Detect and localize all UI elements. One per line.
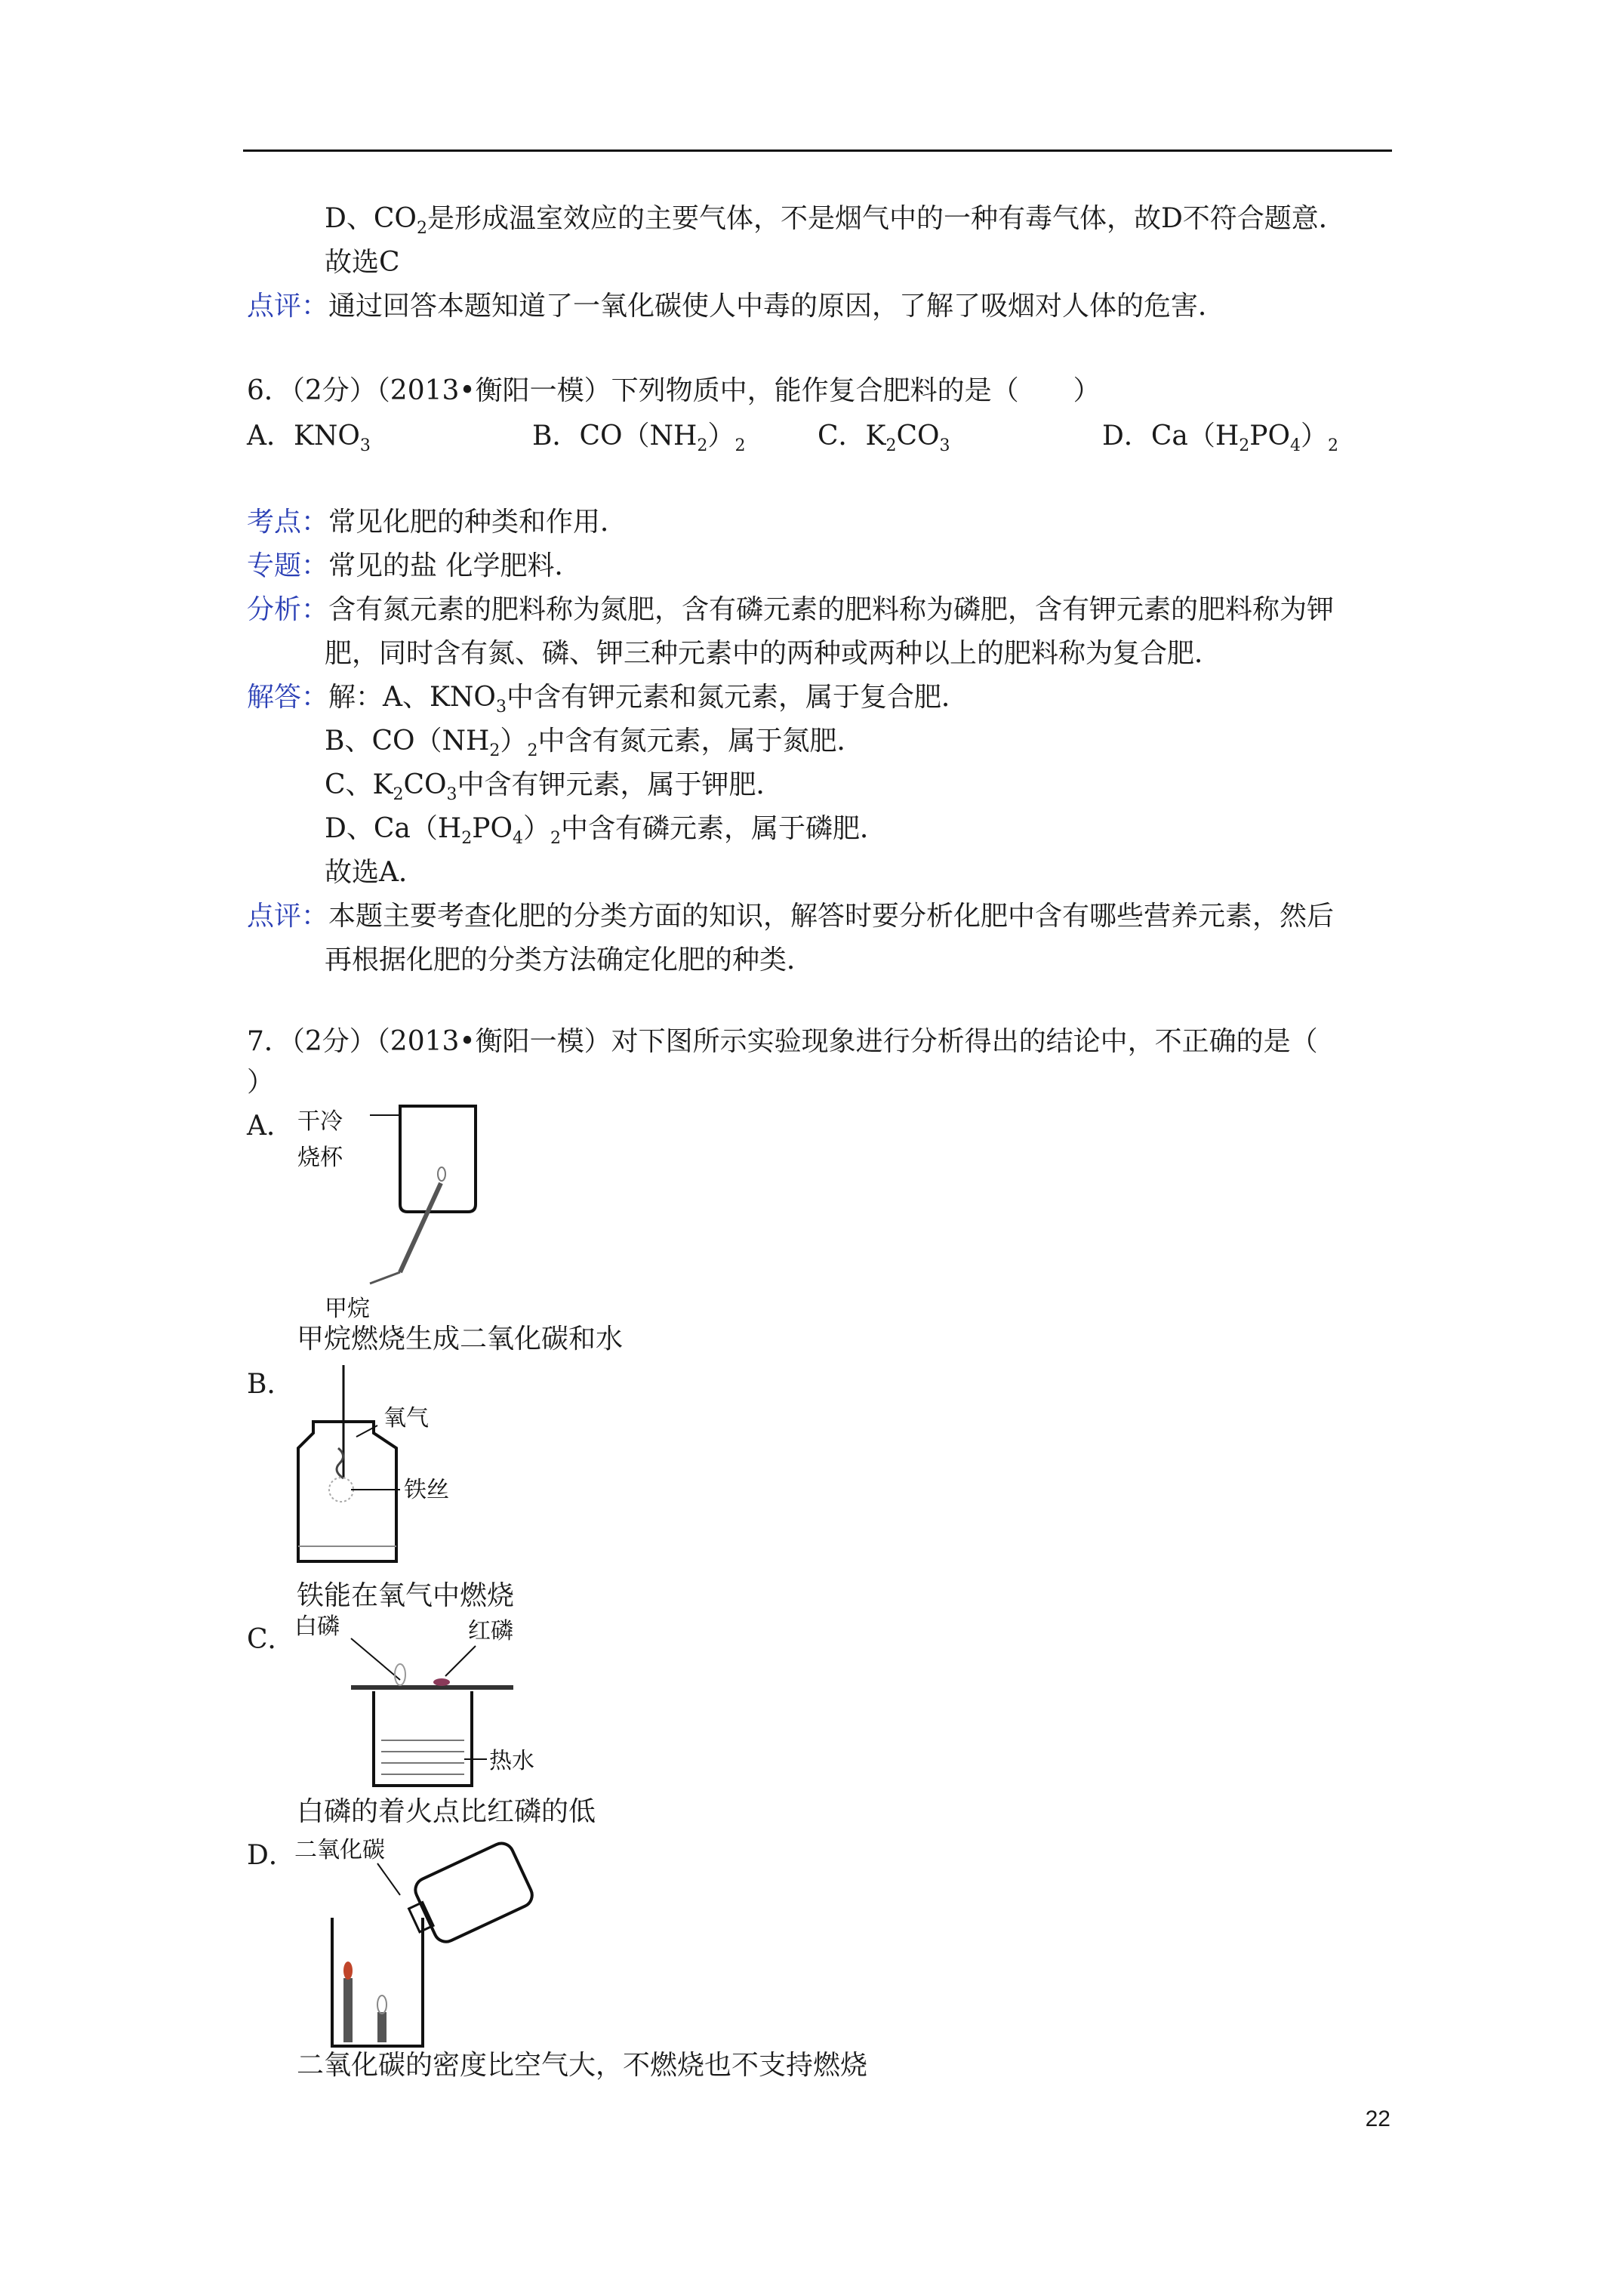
gas-bottle: [298, 1422, 396, 1561]
q6-review: 点评：本题主要考查化肥的分类方面的知识，解答时要分析化肥中含有哪些营养元素，然后: [247, 901, 1335, 932]
figure-b-iron-oxygen: [287, 1365, 513, 1569]
q6-zhuanti: 专题：常见的盐 化学肥料．: [247, 550, 582, 581]
q7-stem: 7．（2分）（2013•衡阳一模）对下图所示实验现象进行分析得出的结论中，不正确的是（: [247, 1026, 1318, 1057]
q6-kaodian: 考点：常见化肥的种类和作用．: [247, 507, 628, 538]
q6-fenxi-cont: 肥，同时含有氮、磷、钾三种元素中的两种或两种以上的肥料称为复合肥．: [325, 638, 1222, 669]
fig-a-label-2: 烧杯: [297, 1145, 343, 1171]
q7-option-b-letter: B．: [247, 1369, 294, 1400]
fig-c-label-3: 热水: [489, 1748, 534, 1774]
spark-icon: [329, 1478, 353, 1502]
q6-option-a: A．$KNO_3$: [247, 421, 371, 455]
q6-option-c: C．$K_2CO_3$: [818, 421, 950, 455]
copper-plate: [351, 1685, 513, 1690]
fig-b-label-2: 铁丝: [404, 1477, 449, 1503]
flame-icon: [395, 1664, 405, 1685]
figure-a-methane-beaker: [287, 1099, 513, 1325]
q5-review: 点评：通过回答本题知道了一氧化碳使人中毒的原因，了解了吸烟对人体的危害．: [247, 291, 1226, 322]
gas-jar-tilted: [400, 1839, 536, 1951]
q6-jieda-b: B、$CO(NH_2)_2$中含有氮元素，属于氮肥．: [325, 726, 864, 760]
fig-a-label-3: 甲烷: [325, 1296, 370, 1322]
figure-d-co2-candles: [287, 1827, 574, 2054]
q6-option-b: B．$CO(NH_2)_2$: [532, 421, 746, 455]
fig-a-label-1: 干冷: [297, 1108, 343, 1135]
q7-option-c-letter: C．: [247, 1624, 295, 1655]
q5-option-d-explanation: D、$CO_2$是形成温室效应的主要气体，不是烟气中的一种有毒气体，故D不符合题意．: [325, 203, 1346, 238]
q6-jieda: 解答：解：A、$KNO_3$中含有钾元素和氮元素，属于复合肥．: [247, 682, 969, 717]
q7-option-a-caption: 甲烷燃烧生成二氧化碳和水: [297, 1324, 624, 1354]
fig-d-label-1: 二氧化碳: [294, 1837, 385, 1863]
red-phosphorus: [433, 1678, 450, 1686]
fig-c-label-1: 白磷: [294, 1613, 340, 1640]
q5-answer: 故选C: [325, 247, 400, 278]
q7-option-a-letter: A．: [247, 1111, 294, 1142]
header-rule: [243, 149, 1392, 152]
review-label: 点评：: [247, 291, 329, 322]
q7-option-d-letter: D．: [247, 1840, 296, 1871]
q7-option-b-caption: 铁能在氧气中燃烧: [297, 1580, 515, 1611]
page-number: 22: [1365, 2106, 1390, 2131]
flame-icon: [343, 1962, 353, 1980]
fig-c-label-2: 红磷: [468, 1618, 513, 1644]
flame-icon: [438, 1167, 445, 1181]
q6-fenxi: 分析：含有氮元素的肥料称为氮肥，含有磷元素的肥料称为磷肥，含有钾元素的肥料称为钾: [247, 594, 1335, 625]
q6-jieda-d: D、$Ca(H_2PO_4)_2$中含有磷元素，属于磷肥．: [325, 813, 888, 848]
q7-option-c-caption: 白磷的着火点比红磷的低: [297, 1796, 596, 1827]
short-candle: [377, 2012, 387, 2042]
beaker-inverted: [400, 1106, 476, 1212]
q7-option-d-caption: 二氧化碳的密度比空气大，不燃烧也不支持燃烧: [297, 2050, 868, 2081]
q7-stem-cont: ）: [247, 1067, 275, 1098]
q6-option-d: D．$Ca(H_2PO_4)_2$: [1102, 421, 1339, 455]
q6-jieda-c: C、$K_2CO_3$中含有钾元素，属于钾肥．: [325, 769, 784, 804]
beaker: [374, 1691, 472, 1786]
q6-review-cont: 再根据化肥的分类方法确定化肥的种类．: [325, 945, 815, 975]
tall-candle: [343, 1978, 353, 2042]
q6-stem: 6．（2分）（2013•衡阳一模）下列物质中，能作复合肥料的是（ ）: [247, 375, 1101, 406]
fig-b-label-1: 氧气: [383, 1405, 429, 1432]
q6-answer: 故选A．: [325, 857, 426, 888]
figure-c-phosphorus: [287, 1608, 559, 1797]
flame-icon: [377, 1996, 387, 2014]
